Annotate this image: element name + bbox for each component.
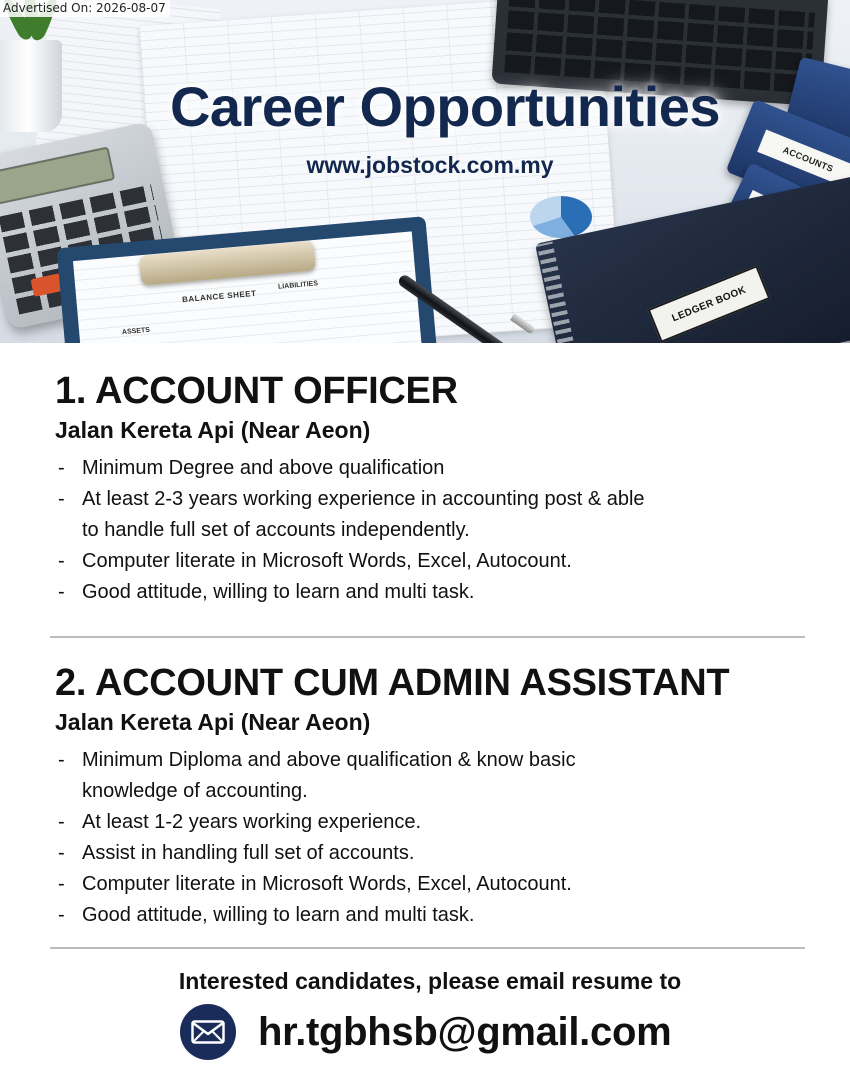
requirement-text-continued: to handle full set of accounts independently.: [82, 519, 470, 541]
pie-chart-image: [530, 196, 592, 238]
binder-accounts-label: ACCOUNTS: [757, 129, 850, 189]
job-title: 2. ACCOUNT CUM ADMIN ASSISTANT: [55, 662, 730, 704]
job-location: Jalan Kereta Api (Near Aeon): [55, 417, 371, 443]
job-title: 1. ACCOUNT OFFICER: [55, 370, 458, 412]
hero-banner: [0, 0, 850, 343]
advertised-date: Advertised On: 2026-08-07: [0, 0, 170, 17]
application-instruction: Interested candidates, please email resume to: [178, 968, 682, 994]
assets-label: ASSETS: [121, 326, 151, 337]
requirement-item: [55, 453, 815, 484]
requirement-text: Good attitude, willing to learn and multi task.: [82, 581, 475, 603]
ledger-book-label: LEDGER BOOK: [648, 265, 771, 343]
page-title: Career Opportunities: [169, 75, 721, 138]
email-address[interactable]: hr.tgbhsb@gmail.com: [258, 1009, 672, 1054]
requirement-item: [55, 546, 815, 577]
job-posting-1: [55, 370, 815, 608]
website-url: www.jobstock.com.my: [306, 152, 554, 178]
requirement-item: [55, 577, 815, 608]
job-posting-2: [55, 662, 815, 931]
requirement-text: Computer literate in Microsoft Words, Excel, Autocount.: [82, 550, 572, 572]
envelope-icon: [180, 1004, 236, 1060]
requirement-item: [55, 484, 815, 546]
balance-sheet-heading: BALANCE SHEET: [181, 288, 257, 305]
requirement-text: Computer literate in Microsoft Words, Excel, Autocount.: [82, 873, 572, 895]
requirement-text: Good attitude, willing to learn and multi task.: [82, 904, 475, 926]
requirement-item: [55, 807, 815, 838]
requirements-list: [55, 745, 815, 931]
requirement-text: Minimum Degree and above qualification: [82, 457, 445, 479]
requirements-list: [55, 453, 815, 608]
job-location: Jalan Kereta Api (Near Aeon): [55, 709, 371, 735]
requirement-text: - At least 2-3 years working experience in accounting post & able: [82, 488, 645, 510]
requirement-text-continued: knowledge of accounting.: [82, 780, 308, 802]
requirement-item: [55, 745, 815, 807]
section-divider: [50, 636, 805, 638]
requirement-text: At least 1-2 years working experience.: [82, 811, 422, 833]
section-divider: [50, 947, 805, 949]
requirement-item: [55, 838, 815, 869]
liabilities-label: LIABILITIES: [277, 280, 319, 291]
requirement-text: - Minimum Diploma and above qualification & know basic: [82, 749, 576, 771]
requirement-text: Assist in handling full set of accounts.: [82, 842, 415, 864]
requirement-item: [55, 869, 815, 900]
requirement-item: [55, 900, 815, 931]
email-contact: [180, 1002, 671, 1062]
